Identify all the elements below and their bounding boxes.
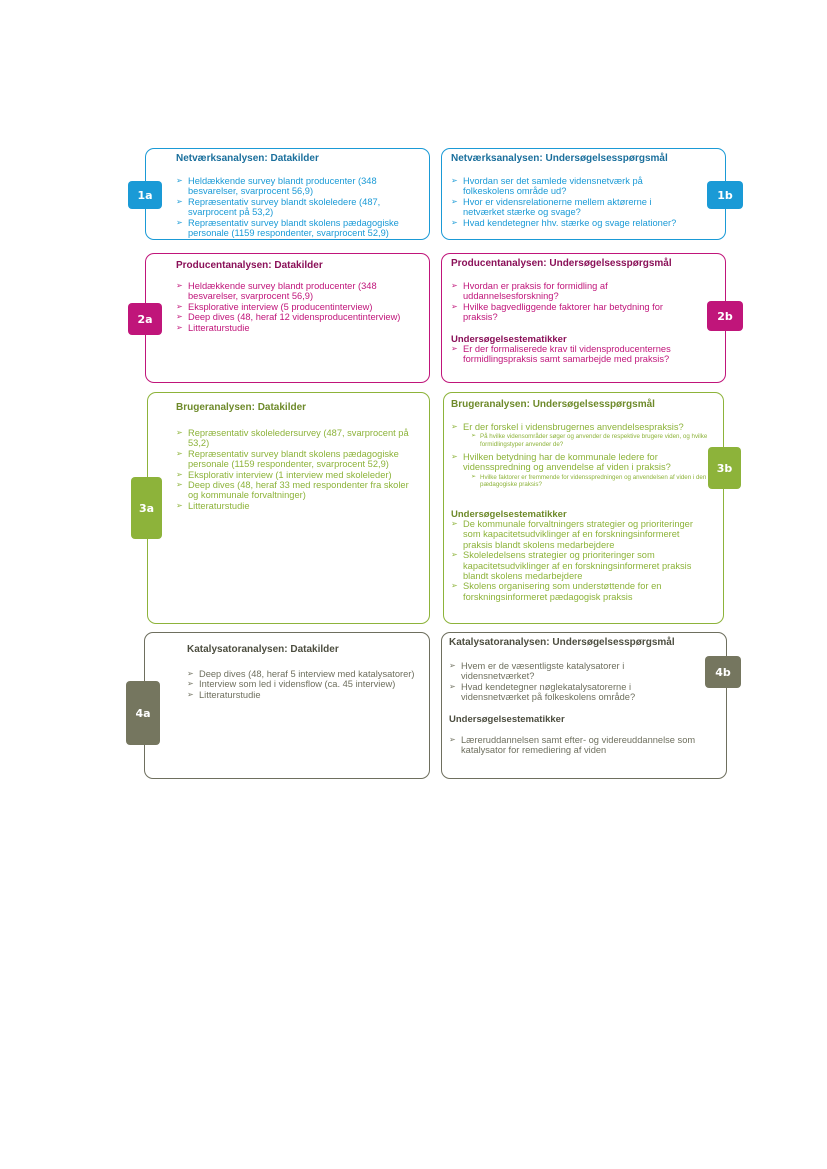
- tab-1b: 1b: [707, 181, 743, 209]
- list-item: ➢ Interview som led i vidensflow (ca. 45 interview): [187, 679, 425, 689]
- tab-4b: 4b: [705, 656, 741, 688]
- theme-list: [451, 519, 709, 602]
- network-questions-panel: [441, 148, 726, 240]
- datasource-list: [176, 428, 421, 511]
- list-item: ➢ Litteraturstudie: [176, 323, 421, 333]
- datasource-list: [176, 281, 421, 333]
- tab-2b: 2b: [707, 301, 743, 331]
- tab-2a: 2a: [128, 303, 162, 335]
- list-item: ➢ Deep dives (48, heraf 12 vidensproducentinterview): [176, 312, 421, 322]
- producer-questions-panel: [441, 253, 726, 383]
- panel-title: Producentanalysen: Undersøgelsesspørgsmål: [451, 258, 672, 269]
- list-item: ➢ Litteraturstudie: [187, 690, 425, 700]
- panel-title: Brugeranalysen: Datakilder: [176, 402, 307, 413]
- list-item: [451, 452, 713, 488]
- question-list: [451, 176, 691, 228]
- list-item: [451, 422, 713, 448]
- list-item: ➢ Litteraturstudie: [176, 501, 421, 511]
- question-text: Hvilken betydning har de kommunale ledere for vidensspredning og anvendelse af viden i praksis?: [463, 451, 671, 473]
- tab-3b: 3b: [708, 447, 741, 489]
- catalyst-datasources-panel: [144, 632, 430, 779]
- list-item: ➢ Skoleledelsens strategier og prioriteringer som kapacitetsudviklinger af en forskningsinformeret praksis blandt skolens medarbejdere: [451, 550, 709, 581]
- list-item: ➢ Skolens organisering som understøttende for en forskningsinformeret pædagogisk praksis: [451, 581, 709, 602]
- question-list: [451, 281, 699, 323]
- tab-1a: 1a: [128, 181, 162, 209]
- list-item: ➢ De kommunale forvaltningers strategier og prioriteringer som kapacitetsudviklinger af en forskningsinformeret praksis blandt skolens medarbejdere: [451, 519, 709, 550]
- network-datasources-panel: [145, 148, 430, 240]
- list-item: ➢ Hvilke bagvedliggende faktorer har betydning for praksis?: [451, 302, 699, 323]
- user-datasources-panel: [147, 392, 430, 624]
- list-item: ➢ Hvem er de væsentligste katalysatorer i vidensnetværket?: [449, 661, 699, 682]
- catalyst-questions-panel: [441, 632, 727, 779]
- list-item: ➢ Hvor er vidensrelationerne mellem aktørerne i netværket stærke og svage?: [451, 197, 691, 218]
- tab-3a: 3a: [131, 477, 162, 539]
- tab-4a: 4a: [126, 681, 160, 745]
- list-item: ➢ Hvad kendetegner nøglekatalysatorerne i vidensnetværket på folkeskolens område?: [449, 682, 699, 703]
- list-item: ➢ Læreruddannelsen samt efter- og videreuddannelse som katalysator for remediering af viden: [449, 735, 709, 756]
- user-questions-panel: [443, 392, 724, 624]
- theme-heading: Undersøgelsestematikker: [449, 714, 565, 725]
- list-item: ➢ Repræsentativ survey blandt skoleledere (487, svarprocent på 53,2): [176, 197, 416, 218]
- theme-list: [451, 344, 701, 365]
- datasource-list: [176, 176, 416, 238]
- theme-heading: Undersøgelsestematikker: [451, 334, 567, 345]
- panel-title: Producentanalysen: Datakilder: [176, 260, 323, 271]
- list-item: ➢ Deep dives (48, heraf 33 med respondenter fra skoler og kommunale forvaltninger): [176, 480, 421, 501]
- list-item: ➢ Repræsentativ skoleledersurvey (487, svarprocent på 53,2): [176, 428, 421, 449]
- list-item: ➢ Heldækkende survey blandt producenter (348 besvarelser, svarprocent 56,9): [176, 281, 421, 302]
- theme-heading: Undersøgelsestematikker: [451, 509, 567, 520]
- panel-title: Netværksanalysen: Datakilder: [176, 153, 319, 164]
- question-text: Er der forskel i vidensbrugernes anvendelsespraksis?: [463, 422, 684, 432]
- panel-title: Katalysatoranalysen: Datakilder: [187, 644, 339, 655]
- list-item: ➢ Repræsentativ survey blandt skolens pædagogiske personale (1159 respondenter, svarprocent 52,9): [176, 449, 421, 470]
- panel-title: Netværksanalysen: Undersøgelsesspørgsmål: [451, 153, 668, 164]
- list-item: ➢ Eksplorative interview (5 producentinterview): [176, 302, 421, 312]
- panel-title: Katalysatoranalysen: Undersøgelsesspørgsmål: [449, 637, 675, 648]
- question-list: [451, 422, 713, 488]
- sub-question-list: [471, 474, 713, 488]
- list-item: ➢ Deep dives (48, heraf 5 interview med katalysatorer): [187, 669, 425, 679]
- sub-question-list: [471, 433, 713, 447]
- sub-list-item: ➢ Hvilke faktorer er fremmende for vidensspredningen og anvendelsen af viden i den pædagogiske praksis?: [471, 474, 713, 488]
- list-item: ➢ Eksplorativ interview (1 interview med skoleleder): [176, 470, 421, 480]
- list-item: ➢ Hvad kendetegner hhv. stærke og svage relationer?: [451, 218, 691, 228]
- theme-list: [449, 735, 709, 756]
- question-list: [449, 661, 699, 703]
- sub-list-item: ➢ På hvilke vidensområder søger og anvender de respektive brugere viden, og hvilke formidlingstyper anvender de?: [471, 433, 713, 447]
- panel-title: Brugeranalysen: Undersøgelsesspørgsmål: [451, 399, 655, 410]
- list-item: ➢ Er der formaliserede krav til vidensproducenternes formidlingspraksis samt samarbejde med praksis?: [451, 344, 701, 365]
- producer-datasources-panel: [145, 253, 430, 383]
- list-item: ➢ Hvordan er praksis for formidling af uddannelsesforskning?: [451, 281, 699, 302]
- list-item: ➢ Heldækkende survey blandt producenter (348 besvarelser, svarprocent 56,9): [176, 176, 416, 197]
- datasource-list: [187, 669, 425, 700]
- list-item: ➢ Repræsentativ survey blandt skolens pædagogiske personale (1159 respondenter, svarprocent 52,9): [176, 218, 416, 239]
- list-item: ➢ Hvordan ser det samlede vidensnetværk på folkeskolens område ud?: [451, 176, 691, 197]
